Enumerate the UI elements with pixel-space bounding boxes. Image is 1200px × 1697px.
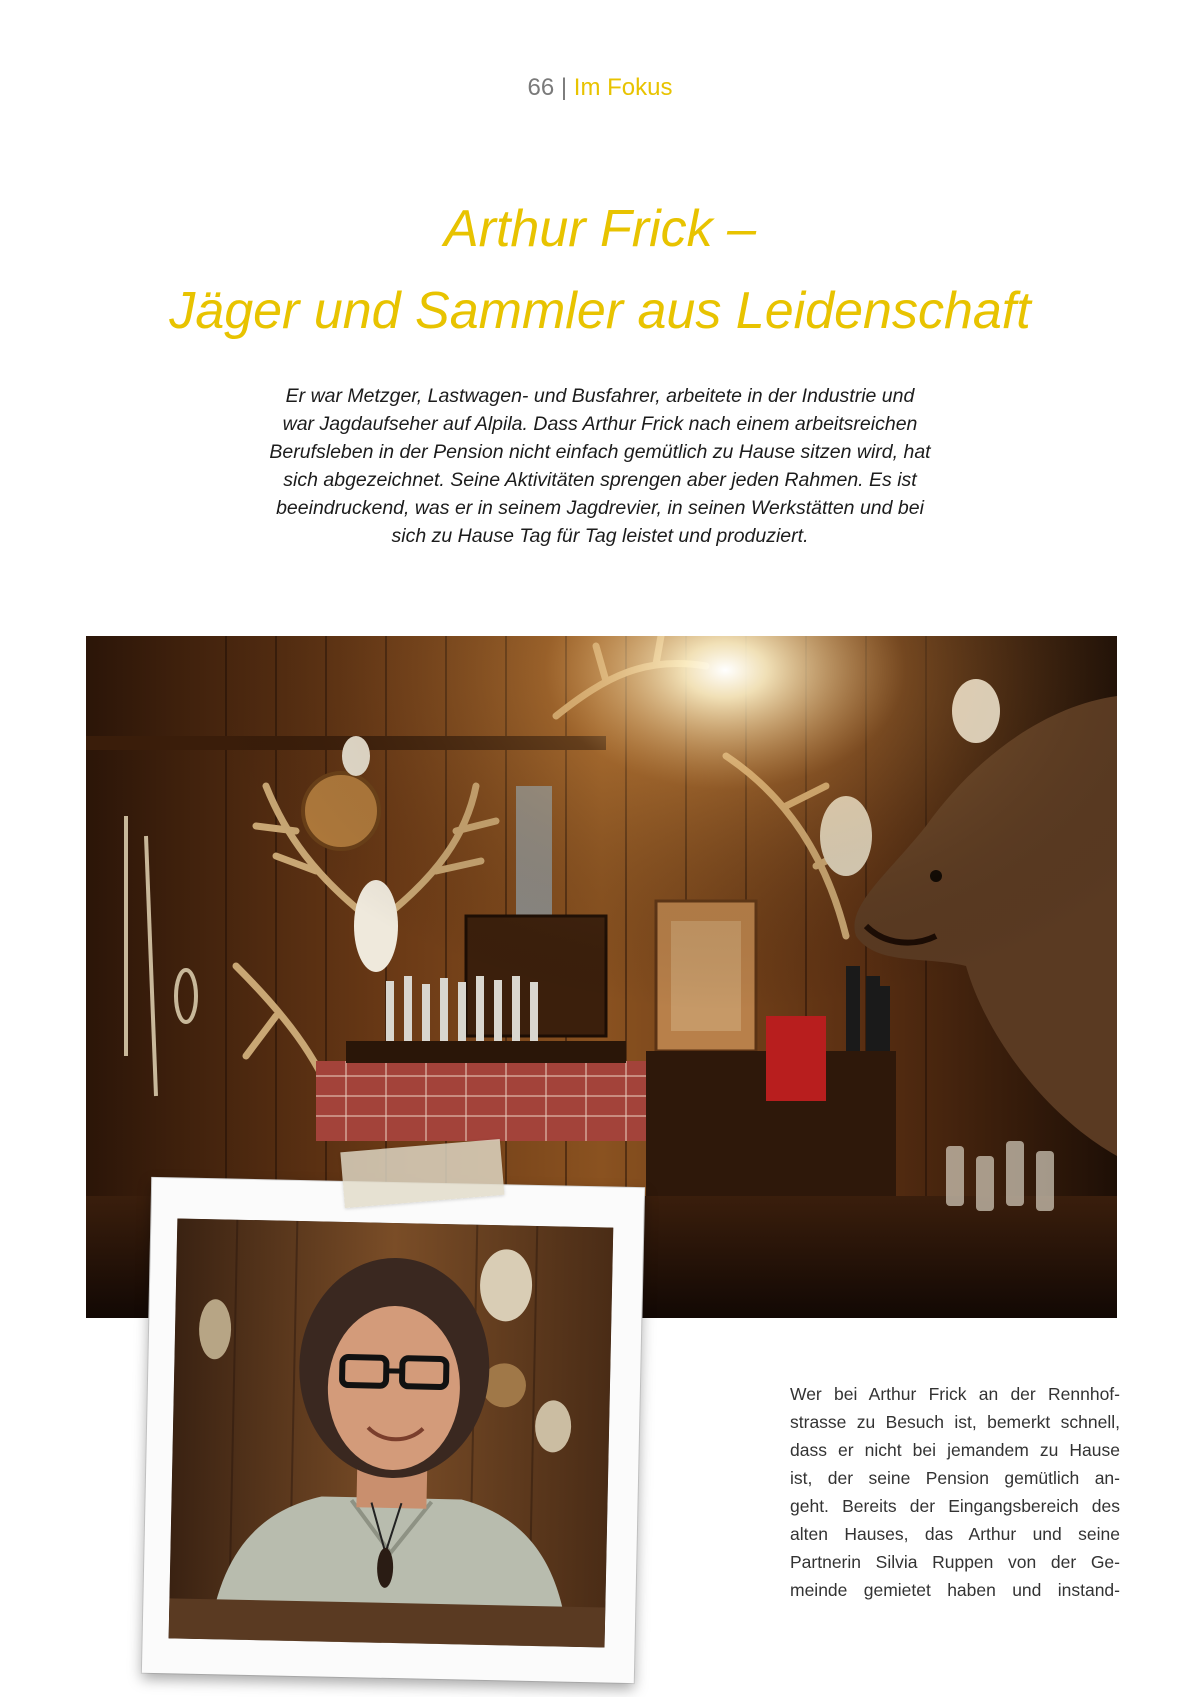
lead-line: beeindruckend, was er in seinem Jagdrevier, in seinen Werkstätten und bei (276, 497, 924, 519)
lead-line: sich zu Hause Tag für Tag leistet und produziert. (391, 525, 809, 547)
lead-line: Er war Metzger, Lastwagen- und Busfahrer, arbeitete in der Industrie und (285, 385, 915, 407)
portrait-photo (169, 1218, 614, 1647)
lead-line: war Jagdaufseher auf Alpila. Dass Arthur Frick nach einem arbeitsreichen (282, 413, 918, 435)
adhesive-tape (340, 1139, 504, 1208)
section-name: Im Fokus (573, 74, 673, 101)
body-line: Partnerin Silvia Ruppen von der Ge- (790, 1552, 1120, 1572)
lead-line: sich abgezeichnet. Seine Aktivitäten sprengen aber jeden Rahmen. Es ist (283, 469, 917, 491)
page-header (0, 74, 1200, 102)
article-title (0, 188, 1200, 352)
body-line: meinde gemietet haben und instand- (790, 1580, 1120, 1600)
title-line-2: Jäger und Sammler aus Leidenschaft (169, 282, 1031, 340)
body-line: dass er nicht bei jemandem zu Hause (790, 1440, 1120, 1460)
article-body (790, 1380, 1120, 1604)
article-lead (230, 382, 970, 550)
body-line: alten Hauses, das Arthur und seine (790, 1524, 1120, 1544)
body-line: ist, der seine Pension gemütlich an- (790, 1468, 1120, 1488)
page-number: 66 (527, 74, 555, 101)
title-line-1: Arthur Frick – (443, 200, 757, 258)
body-line: geht. Bereits der Eingangsbereich des (790, 1496, 1120, 1516)
body-line: Wer bei Arthur Frick an der Rennhof- (790, 1384, 1120, 1404)
body-line: strasse zu Besuch ist, bemerkt schnell, (790, 1412, 1120, 1432)
header-separator: | (560, 74, 568, 101)
lead-line: Berufsleben in der Pension nicht einfach gemütlich zu Hause sitzen wird, hat (269, 441, 931, 463)
portrait-polaroid (142, 1178, 644, 1683)
